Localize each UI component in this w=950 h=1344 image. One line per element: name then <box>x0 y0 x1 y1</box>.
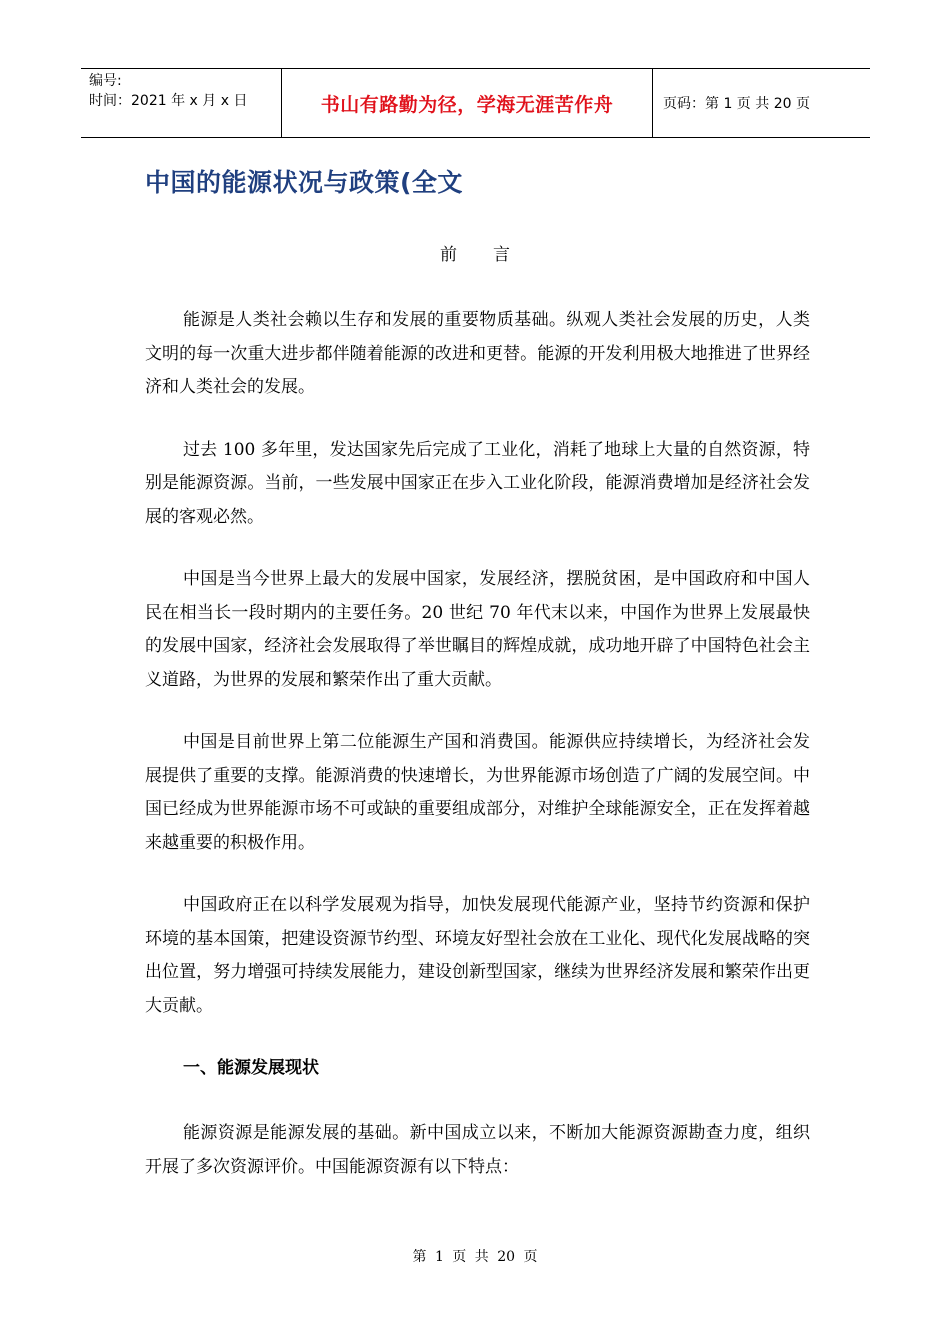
page-footer: 第 1 页 共 20 页 <box>412 1249 538 1265</box>
header-motto: 书山有路勤为径，学海无涯苦作舟 <box>281 69 653 137</box>
section-heading: 一、能源发展现状 <box>183 1058 319 1078</box>
paragraph: 能源是人类社会赖以生存和发展的重要物质基础。纵观人类社会发展的历史，人类文明的每一次重大进步都伴随着能源的改进和更替。能源的开发利用极大地推进了世界经济和人类社会的发展。 <box>145 310 810 397</box>
document-header <box>81 68 870 138</box>
document-title: 中国的能源状况与政策(全文 <box>145 168 463 197</box>
paragraph: 过去 100 多年里，发达国家先后完成了工业化，消耗了地球上大量的自然资源，特别是能源资源。当前，一些发展中国家正在步入工业化阶段，能源消费增加是经济社会发展的客观必然。 <box>145 439 810 527</box>
header-page-info: 页码：第 1 页 共 20 页 <box>663 96 810 112</box>
preface-heading: 前言 <box>440 245 546 265</box>
document-date: 时间：2021 年 x 月 x 日 <box>89 93 248 109</box>
paragraph: 中国政府正在以科学发展观为指导，加快发展现代能源产业，坚持节约资源和保护环境的基本国策，把建设资源节约型、环境友好型社会放在工业化、现代化发展战略的突出位置，努力增强可持续发展能力，建设创新型国家，继续为世界经济发展和繁荣作出更大贡献。 <box>145 895 810 1016</box>
paragraph: 中国是当今世界上最大的发展中国家，发展经济，摆脱贫困，是中国政府和中国人民在相当长一段时期内的主要任务。20 世纪 70 年代末以来，中国作为世界上发展最快的发展中国家，经济社会发展取得了举世瞩目的辉煌成就，成功地开辟了中国特色社会主义道路，为世界的发展和繁荣作出了重大贡献。 <box>145 569 810 690</box>
paragraph: 能源资源是能源发展的基础。新中国成立以来，不断加大能源资源勘查力度，组织开展了多次资源评价。中国能源资源有以下特点： <box>145 1123 810 1177</box>
document-body <box>145 304 810 1213</box>
header-meta <box>81 69 281 137</box>
paragraph: 中国是目前世界上第二位能源生产国和消费国。能源供应持续增长，为经济社会发展提供了重要的支撑。能源消费的快速增长，为世界能源市场创造了广阔的发展空间。中国已经成为世界能源市场不可或缺的重要组成部分，对维护全球能源安全，正在发挥着越来越重要的积极作用。 <box>145 732 810 853</box>
document-number-label: 编号: <box>89 73 122 89</box>
